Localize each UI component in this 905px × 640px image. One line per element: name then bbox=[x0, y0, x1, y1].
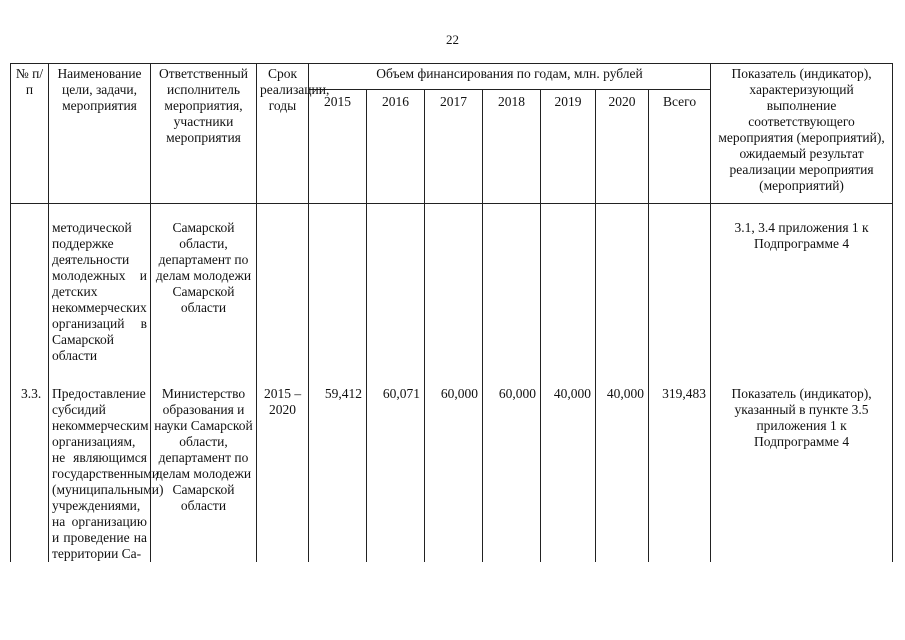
header-year-2019: 2019 bbox=[541, 90, 596, 204]
header-responsible: Ответственный исполнитель мероприятия, участники мероприятия bbox=[151, 64, 257, 204]
row-value-2018 bbox=[483, 204, 541, 379]
header-year-2017: 2017 bbox=[425, 90, 483, 204]
header-year-2020: 2020 bbox=[596, 90, 649, 204]
row-indicator: Показатель (индикатор), указанный в пункте 3.5 приложения 1 к Подпрограмме 4 bbox=[711, 378, 893, 562]
row-responsible: Самарской области, департамент по делам молодежи Самарской области bbox=[151, 204, 257, 379]
row-value-2016: 60,071 bbox=[367, 378, 425, 562]
row-name: методической поддержке деятельности молодежных и детских некоммерческих организаций в Самарской области bbox=[49, 204, 151, 379]
row-num bbox=[11, 204, 49, 379]
financing-table bbox=[10, 63, 893, 562]
row-value-total bbox=[649, 204, 711, 379]
row-value-total: 319,483 bbox=[649, 378, 711, 562]
row-period: 2015 – 2020 bbox=[257, 378, 309, 562]
header-num: № п/п bbox=[11, 64, 49, 204]
row-name: Предоставление субсидий некоммерческим организациям, не являющимся государственными (муниципальными) учреждениями, на организацию и проведение на территории Са- bbox=[49, 378, 151, 562]
row-value-2016 bbox=[367, 204, 425, 379]
page-number: 22 bbox=[446, 32, 459, 47]
header-total: Всего bbox=[649, 90, 711, 204]
row-period bbox=[257, 204, 309, 379]
row-value-2015 bbox=[309, 204, 367, 379]
header-year-2018: 2018 bbox=[483, 90, 541, 204]
header-funding: Объем финансирования по годам, млн. рублей bbox=[309, 64, 711, 90]
header-year-2015: 2015 bbox=[309, 90, 367, 204]
row-value-2015: 59,412 bbox=[309, 378, 367, 562]
row-value-2020 bbox=[596, 204, 649, 379]
header-indicator: Показатель (индикатор), характеризующий выполнение соответствующего мероприятия (мероприятий), ожидаемый результат реализации мероприятия (мероприятий) bbox=[711, 64, 893, 204]
table-row bbox=[11, 204, 893, 379]
row-num: 3.3. bbox=[11, 378, 49, 562]
table-row bbox=[11, 378, 893, 562]
row-value-2018: 60,000 bbox=[483, 378, 541, 562]
row-value-2019: 40,000 bbox=[541, 378, 596, 562]
row-value-2019 bbox=[541, 204, 596, 379]
row-responsible: Министерство образования и науки Самарской области, департамент по делам молодежи Самарской области bbox=[151, 378, 257, 562]
row-value-2020: 40,000 bbox=[596, 378, 649, 562]
header-year-2016: 2016 bbox=[367, 90, 425, 204]
header-period: Срок реализации, годы bbox=[257, 64, 309, 204]
row-value-2017 bbox=[425, 204, 483, 379]
row-value-2017: 60,000 bbox=[425, 378, 483, 562]
row-indicator: 3.1, 3.4 приложения 1 к Подпрограмме 4 bbox=[711, 204, 893, 379]
header-name: Наименование цели, задачи, мероприятия bbox=[49, 64, 151, 204]
